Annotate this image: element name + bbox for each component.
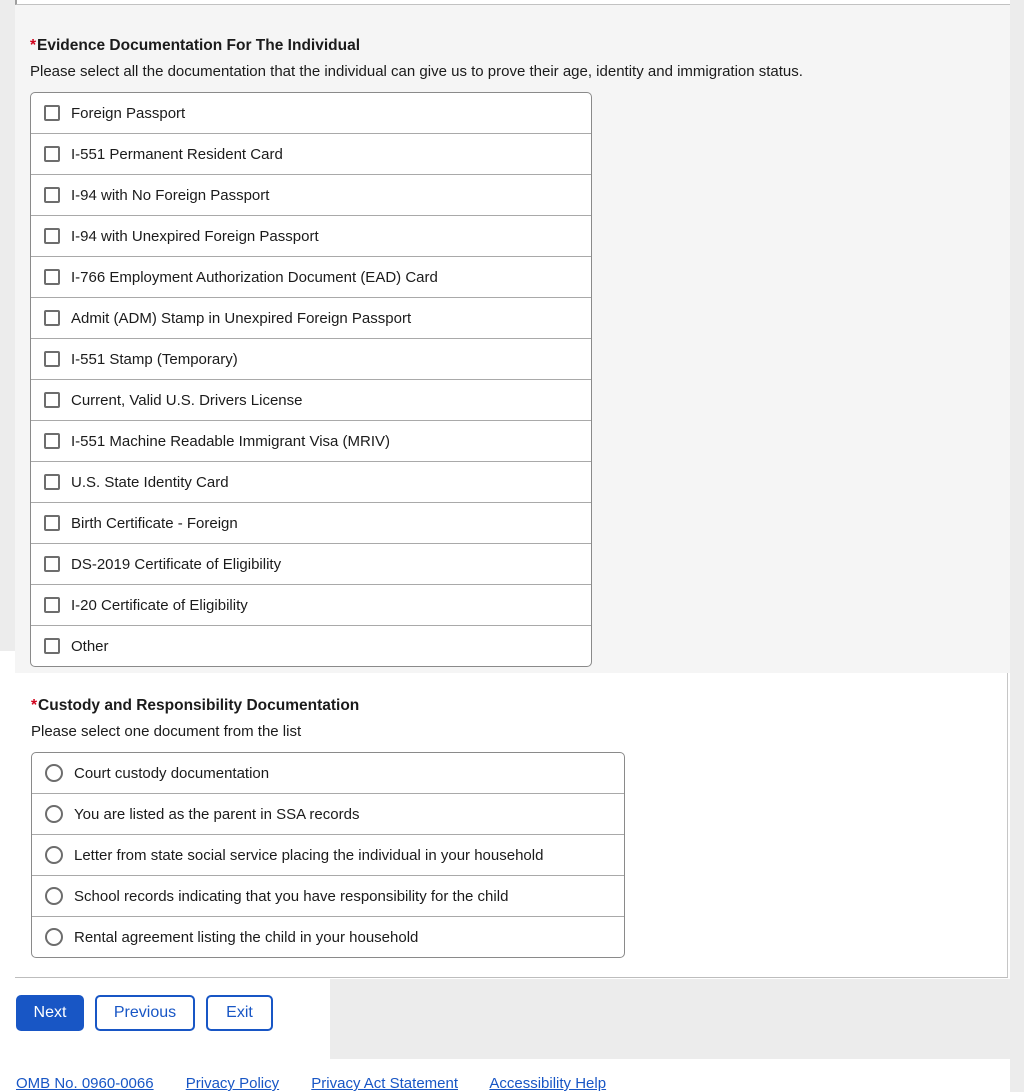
custody-section-title: [31, 696, 1007, 715]
evidence-section-instructions: Please select all the documentation that the individual can give us to prove their age, identity and immigration status.: [30, 63, 803, 80]
checkbox-option-i551-permanent-resident-card[interactable]: [31, 133, 591, 174]
radio-option-school-records[interactable]: [32, 875, 624, 916]
page-gutter-left: [0, 0, 15, 651]
evidence-section-title: [30, 36, 1010, 55]
radio-button[interactable]: [45, 805, 63, 823]
radio-button[interactable]: [45, 928, 63, 946]
checkbox[interactable]: [44, 597, 60, 613]
checkbox-option-i551-stamp-temporary[interactable]: [31, 338, 591, 379]
radio-button[interactable]: [45, 846, 63, 864]
radio-label[interactable]: Rental agreement listing the child in your household: [74, 928, 419, 946]
radio-label[interactable]: You are listed as the parent in SSA records: [74, 805, 360, 823]
checkbox-label[interactable]: I-551 Machine Readable Immigrant Visa (MRIV): [71, 432, 391, 450]
checkbox-label[interactable]: Foreign Passport: [71, 104, 186, 122]
radio-option-parent-ssa-records[interactable]: [32, 793, 624, 834]
radio-label[interactable]: School records indicating that you have responsibility for the child: [74, 887, 509, 905]
checkbox-label[interactable]: U.S. State Identity Card: [71, 473, 229, 491]
omb-number-link[interactable]: OMB No. 0960-0066: [16, 1075, 154, 1092]
scrollbar-track[interactable]: [1010, 0, 1024, 1092]
bottom-background-area: [330, 979, 1010, 1059]
checkbox-option-foreign-passport[interactable]: [31, 93, 591, 133]
custody-section-instructions: Please select one document from the list: [31, 723, 302, 740]
previous-button[interactable]: Previous: [95, 995, 195, 1031]
checkbox[interactable]: [44, 515, 60, 531]
required-asterisk: *: [31, 697, 38, 714]
checkbox-option-i94-no-foreign-passport[interactable]: [31, 174, 591, 215]
checkbox-option-i20-certificate[interactable]: [31, 584, 591, 625]
checkbox-label[interactable]: I-20 Certificate of Eligibility: [71, 596, 248, 614]
privacy-policy-link[interactable]: Privacy Policy: [185, 1075, 280, 1092]
exit-button[interactable]: Exit: [206, 995, 273, 1031]
checkbox-label[interactable]: I-551 Permanent Resident Card: [71, 145, 283, 163]
checkbox-option-adm-stamp[interactable]: [31, 297, 591, 338]
checkbox-label[interactable]: I-94 with Unexpired Foreign Passport: [71, 227, 319, 245]
checkbox-option-i94-unexpired-foreign-passport[interactable]: [31, 215, 591, 256]
checkbox-label[interactable]: Current, Valid U.S. Drivers License: [71, 391, 303, 409]
evidence-checkbox-group: [30, 92, 592, 667]
checkbox[interactable]: [44, 228, 60, 244]
checkbox[interactable]: [44, 146, 60, 162]
checkbox-option-i551-mriv[interactable]: [31, 420, 591, 461]
required-asterisk: *: [30, 37, 37, 54]
accessibility-help-link[interactable]: Accessibility Help: [489, 1075, 607, 1092]
radio-label[interactable]: Letter from state social service placing the individual in your household: [74, 846, 544, 864]
radio-button[interactable]: [45, 764, 63, 782]
checkbox[interactable]: [44, 187, 60, 203]
checkbox-label[interactable]: I-94 with No Foreign Passport: [71, 186, 270, 204]
radio-option-court-custody[interactable]: [32, 753, 624, 793]
checkbox-label[interactable]: I-766 Employment Authorization Document (EAD) Card: [71, 268, 438, 286]
radio-button[interactable]: [45, 887, 63, 905]
checkbox-option-i766-ead-card[interactable]: [31, 256, 591, 297]
checkbox[interactable]: [44, 351, 60, 367]
evidence-section-title-text: Evidence Documentation For The Individual: [37, 37, 361, 54]
radio-option-social-service-letter[interactable]: [32, 834, 624, 875]
checkbox[interactable]: [44, 105, 60, 121]
radio-label[interactable]: Court custody documentation: [74, 764, 270, 782]
custody-section-title-text: Custody and Responsibility Documentation: [38, 697, 360, 714]
custody-radio-group: [31, 752, 625, 958]
radio-option-rental-agreement[interactable]: [32, 916, 624, 957]
checkbox[interactable]: [44, 310, 60, 326]
next-button[interactable]: Next: [16, 995, 84, 1031]
checkbox[interactable]: [44, 269, 60, 285]
checkbox[interactable]: [44, 638, 60, 654]
checkbox[interactable]: [44, 392, 60, 408]
checkbox-label[interactable]: Other: [71, 637, 109, 655]
checkbox-option-birth-certificate-foreign[interactable]: [31, 502, 591, 543]
footer-links: [16, 1075, 634, 1092]
checkbox-label[interactable]: I-551 Stamp (Temporary): [71, 350, 238, 368]
checkbox-option-us-state-identity-card[interactable]: [31, 461, 591, 502]
checkbox-label[interactable]: Birth Certificate - Foreign: [71, 514, 238, 532]
form-navigation-buttons: [16, 995, 273, 1031]
checkbox-label[interactable]: DS-2019 Certificate of Eligibility: [71, 555, 282, 573]
checkbox[interactable]: [44, 433, 60, 449]
checkbox-option-us-drivers-license[interactable]: [31, 379, 591, 420]
privacy-act-statement-link[interactable]: Privacy Act Statement: [311, 1075, 459, 1092]
evidence-documentation-section: [15, 5, 1010, 673]
custody-documentation-section: [15, 673, 1008, 978]
checkbox[interactable]: [44, 556, 60, 572]
checkbox-label[interactable]: Admit (ADM) Stamp in Unexpired Foreign Passport: [71, 309, 412, 327]
checkbox[interactable]: [44, 474, 60, 490]
checkbox-option-other[interactable]: [31, 625, 591, 666]
checkbox-option-ds2019-certificate[interactable]: [31, 543, 591, 584]
